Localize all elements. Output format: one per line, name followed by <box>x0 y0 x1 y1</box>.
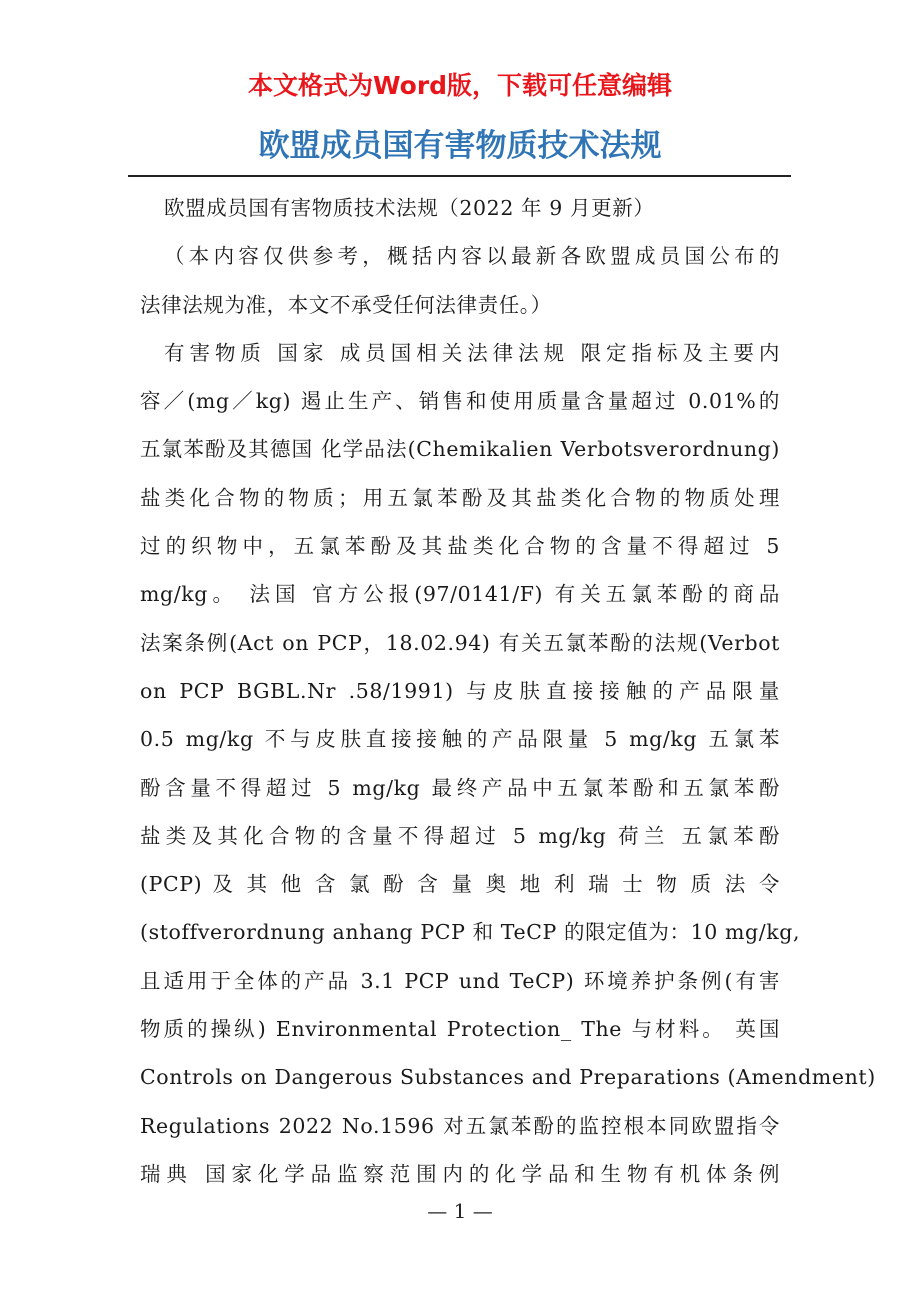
body-line: 0.5 mg/kg 不与皮肤直接接触的产品限量 5 mg/kg 五氯苯 <box>140 727 780 752</box>
body-line-disclaimer-end: 法律法规为准，本文不承受任何法律责任。） <box>140 292 552 317</box>
body-line: 容／(mg／kg) 遏止生产、销售和使用质量含量超过 0.01%的 <box>140 389 780 414</box>
body-line: 过的织物中，五氯苯酚及其盐类化合物的含量不得超过 5 <box>140 534 780 559</box>
body-line-disclaimer: （本内容仅供参考，概括内容以最新各欧盟成员国公布的 <box>164 244 780 269</box>
body-line: 酚含量不得超过 5 mg/kg 最终产品中五氯苯酚和五氯苯酚 <box>140 775 780 800</box>
body-line: 盐类及其化合物的含量不得超过 5 mg/kg 荷兰 五氯苯酚 <box>140 823 780 848</box>
body-line: (stoffverordnung anhang PCP 和 TeCP 的限定值为：10 mg/kg, <box>140 920 801 945</box>
body-line: 且适用于全体的产品 3.1 PCP und TeCP) 环境养护条例(有害 <box>140 968 780 993</box>
document-body <box>140 184 876 1198</box>
body-line: mg/kg。 法国 官方公报(97/0141/F) 有关五氯苯酚的商品 <box>140 582 780 607</box>
body-line: Regulations 2022 No.1596 对五氯苯酚的监控根本同欧盟指令 <box>140 1113 780 1138</box>
document-title: 欧盟成员国有害物质技术法规 <box>258 128 662 164</box>
body-line: 物质的操纵) Environmental Protection_ The 与材料。 英国 <box>140 1017 780 1042</box>
body-line-subtitle: 欧盟成员国有害物质技术法规（2022 年 9 月更新） <box>164 196 655 220</box>
body-line: Controls on Dangerous Substances and Preparations (Amendment) <box>140 1065 876 1090</box>
title-divider <box>128 175 791 177</box>
body-line: 五氯苯酚及其德国 化学品法(Chemikalien Verbotsverordnung) <box>140 437 780 462</box>
body-line: 有害物质 国家 成员国相关法律法规 限定指标及主要内 <box>164 340 780 365</box>
body-line: (PCP) 及 其 他 含 氯 酚 含 量 奥 地 利 瑞 士 物 质 法 令 <box>140 872 780 897</box>
format-notice: 本文格式为Word版，下载可任意编辑 <box>247 71 673 100</box>
page-number: — 1 — <box>427 1199 493 1223</box>
body-line: 瑞典 国家化学品监察范围内的化学品和生物有机体条例 <box>140 1161 780 1186</box>
body-line: on PCP BGBL.Nr .58/1991) 与皮肤直接接触的产品限量 <box>140 678 780 703</box>
body-line: 法案条例(Act on PCP，18.02.94) 有关五氯苯酚的法规(Verbot <box>140 630 780 655</box>
body-line: 盐类化合物的物质；用五氯苯酚及其盐类化合物的物质处理 <box>140 485 780 510</box>
